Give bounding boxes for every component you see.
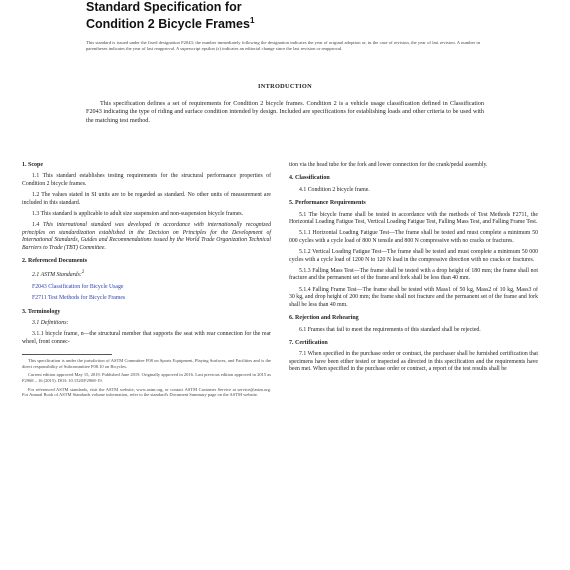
footnote-divider [22, 354, 112, 355]
designation-note: This standard is issued under the fixed designation F2043; the number immediately following the designation indicates the year of original adoption or, in the case of revision, the year of last revision. A number in parentheses indicates the year of last reapproval. A superscript epsilon (ε) indicates an editorial change since the last revision or reapproval. [86, 40, 480, 51]
paragraph-4-1: 4.1 Condition 2 bicycle frame. [299, 186, 370, 193]
introduction-text: This specification defines a set of requirements for Condition 2 bicycle frames. Condition 2 is a vehicle usage classification defined in Classification F2043 indicating the type of riding and surface condition intended by design. Included are specifications for establishing loads and other criteria to be used with the matching test method. [86, 100, 484, 124]
paragraph-3-1-1-continued: tion via the head tube for the fork and lower connection for the crank/pedal assembly. [289, 162, 488, 168]
section-heading-referenced-documents: 2. Referenced Documents [22, 258, 88, 265]
title-line-2: Condition 2 Bicycle Frames [86, 17, 250, 32]
paragraph-1-2: 1.2 The values stated in SI units are to be regarded as standard. No other units of measurement are included in this standard. [22, 192, 271, 206]
footnote-mark-2: 2 [81, 270, 85, 276]
footnote-1-edition: Current edition approved May 15, 2019. Published June 2019. Originally approved in 2016. Last previous edition approved in 2015 as F2968 – 16 (2015). DOI: 10.1520/F2968-19. [22, 372, 271, 384]
paragraph-5-1-2: 5.1.2 Vertical Loading Fatigue Test—The frame shall be tested and must complete a minimum 50 000 cycles with a cycle load of 1200 N to 120 N load in the compressive direction with no cracks or fractures. [289, 249, 538, 263]
section-heading-terminology: 3. Terminology [22, 308, 61, 315]
introduction-heading: INTRODUCTION [258, 83, 312, 90]
paragraph-1-4: 1.4 This international standard was developed in accordance with internationally recognized principles on standardization established in the Decision on Principles for the Development of International Standards, Guides and Recommendations issued by the World Trade Organization Technical Barriers to Trade (TBT) Committee. [22, 222, 271, 251]
paragraph-3-1-1: 3.1.1 bicycle frame, n—the structural member that supports the seat with rear connection for the rear wheel, front connec- [22, 331, 271, 345]
section-heading-classification: 4. Classification [289, 175, 330, 182]
document-title [86, 0, 254, 31]
reference-code-link[interactable]: F2711 [32, 295, 47, 302]
paragraph-2-1 [22, 269, 271, 279]
reference-f2043[interactable] [22, 284, 271, 291]
title-line-1: Standard Specification for [86, 0, 242, 14]
paragraph-7-1: 7.1 When specified in the purchase order or contract, the purchaser shall be furnished certification that specimens have been either tested or inspected as directed in this specification and the requirements have been met. When specified in the purchase order or contract, a report of the test results shall be [289, 351, 538, 373]
reference-title-link[interactable]: Classification for Bicycle Usage [48, 283, 124, 290]
paragraph-5-1-1: 5.1.1 Horizontal Loading Fatigue Test—The frame shall be tested and must complete a minimum 50 000 cycles with a cycle load of 800 N tensile and 800 N compressive with no cracks or fractures. [289, 230, 538, 244]
footnote-1: This specification is under the jurisdiction of ASTM Committee F08 on Sports Equipment, Playing Surfaces, and Facilities and is the direct responsibility of Subcommittee F08.10 on Bicycles. [22, 358, 271, 369]
left-column [22, 162, 271, 401]
section-heading-performance-requirements: 5. Performance Requirements [289, 200, 366, 207]
paragraph-1-3: 1.3 This standard is applicable to adult size suspension and non-suspension bicycle frames. [32, 211, 244, 218]
paragraph-5-1-4: 5.1.4 Falling Frame Test—The frame shall be tested with Mass1 of 50 kg, Mass2 of 10 kg, Mass3 of 30 kg, and drop height of 200 mm; the frame shall not fracture and the permanent set of the frame and fork shall be less than 40 mm. [289, 286, 538, 308]
paragraph-3-1: 3.1 Definitions: [32, 320, 69, 327]
reference-title-link[interactable]: Test Methods for Bicycle Frames [47, 295, 126, 302]
paragraph-1-1: 1.1 This standard establishes testing requirements for the structural performance properties of Condition 2 bicycle frames. [22, 173, 271, 187]
reference-f2711[interactable] [22, 295, 271, 302]
section-heading-certification: 7. Certification [289, 339, 328, 346]
section-heading-scope: 1. Scope [22, 162, 43, 168]
paragraph-5-1-3: 5.1.3 Falling Mass Test—The frame shall be tested with a drop height of 180 mm; the frame shall not fracture and the permanent set of the frame and fork shall be less than 40 mm. [289, 268, 538, 282]
footnote-2: For referenced ASTM standards, visit the ASTM website, www.astm.org, or contact ASTM Customer Service at service@astm.org. For Annual Book of ASTM Standards volume information, refer to the standard's Document Summary page on the ASTM website. [22, 386, 271, 398]
right-column [289, 162, 538, 378]
title-footnote-mark: 1 [249, 16, 255, 25]
section-heading-rejection: 6. Rejection and Rehearing [289, 315, 359, 322]
paragraph-5-1: 5.1 The bicycle frame shall be tested in accordance with the methods of Test Methods F2711, the Horizontal Loading Fatigue Test, Vertical Loading Fatigue Test, Falling Mass Test, and Falling Frame Test. [289, 211, 538, 226]
astm-standards-label: 2.1 ASTM Standards: [32, 272, 82, 279]
paragraph-6-1: 6.1 Frames that fail to meet the requirements of this standard shall be rejected. [299, 326, 481, 333]
reference-code-link[interactable]: F2043 [32, 283, 47, 290]
